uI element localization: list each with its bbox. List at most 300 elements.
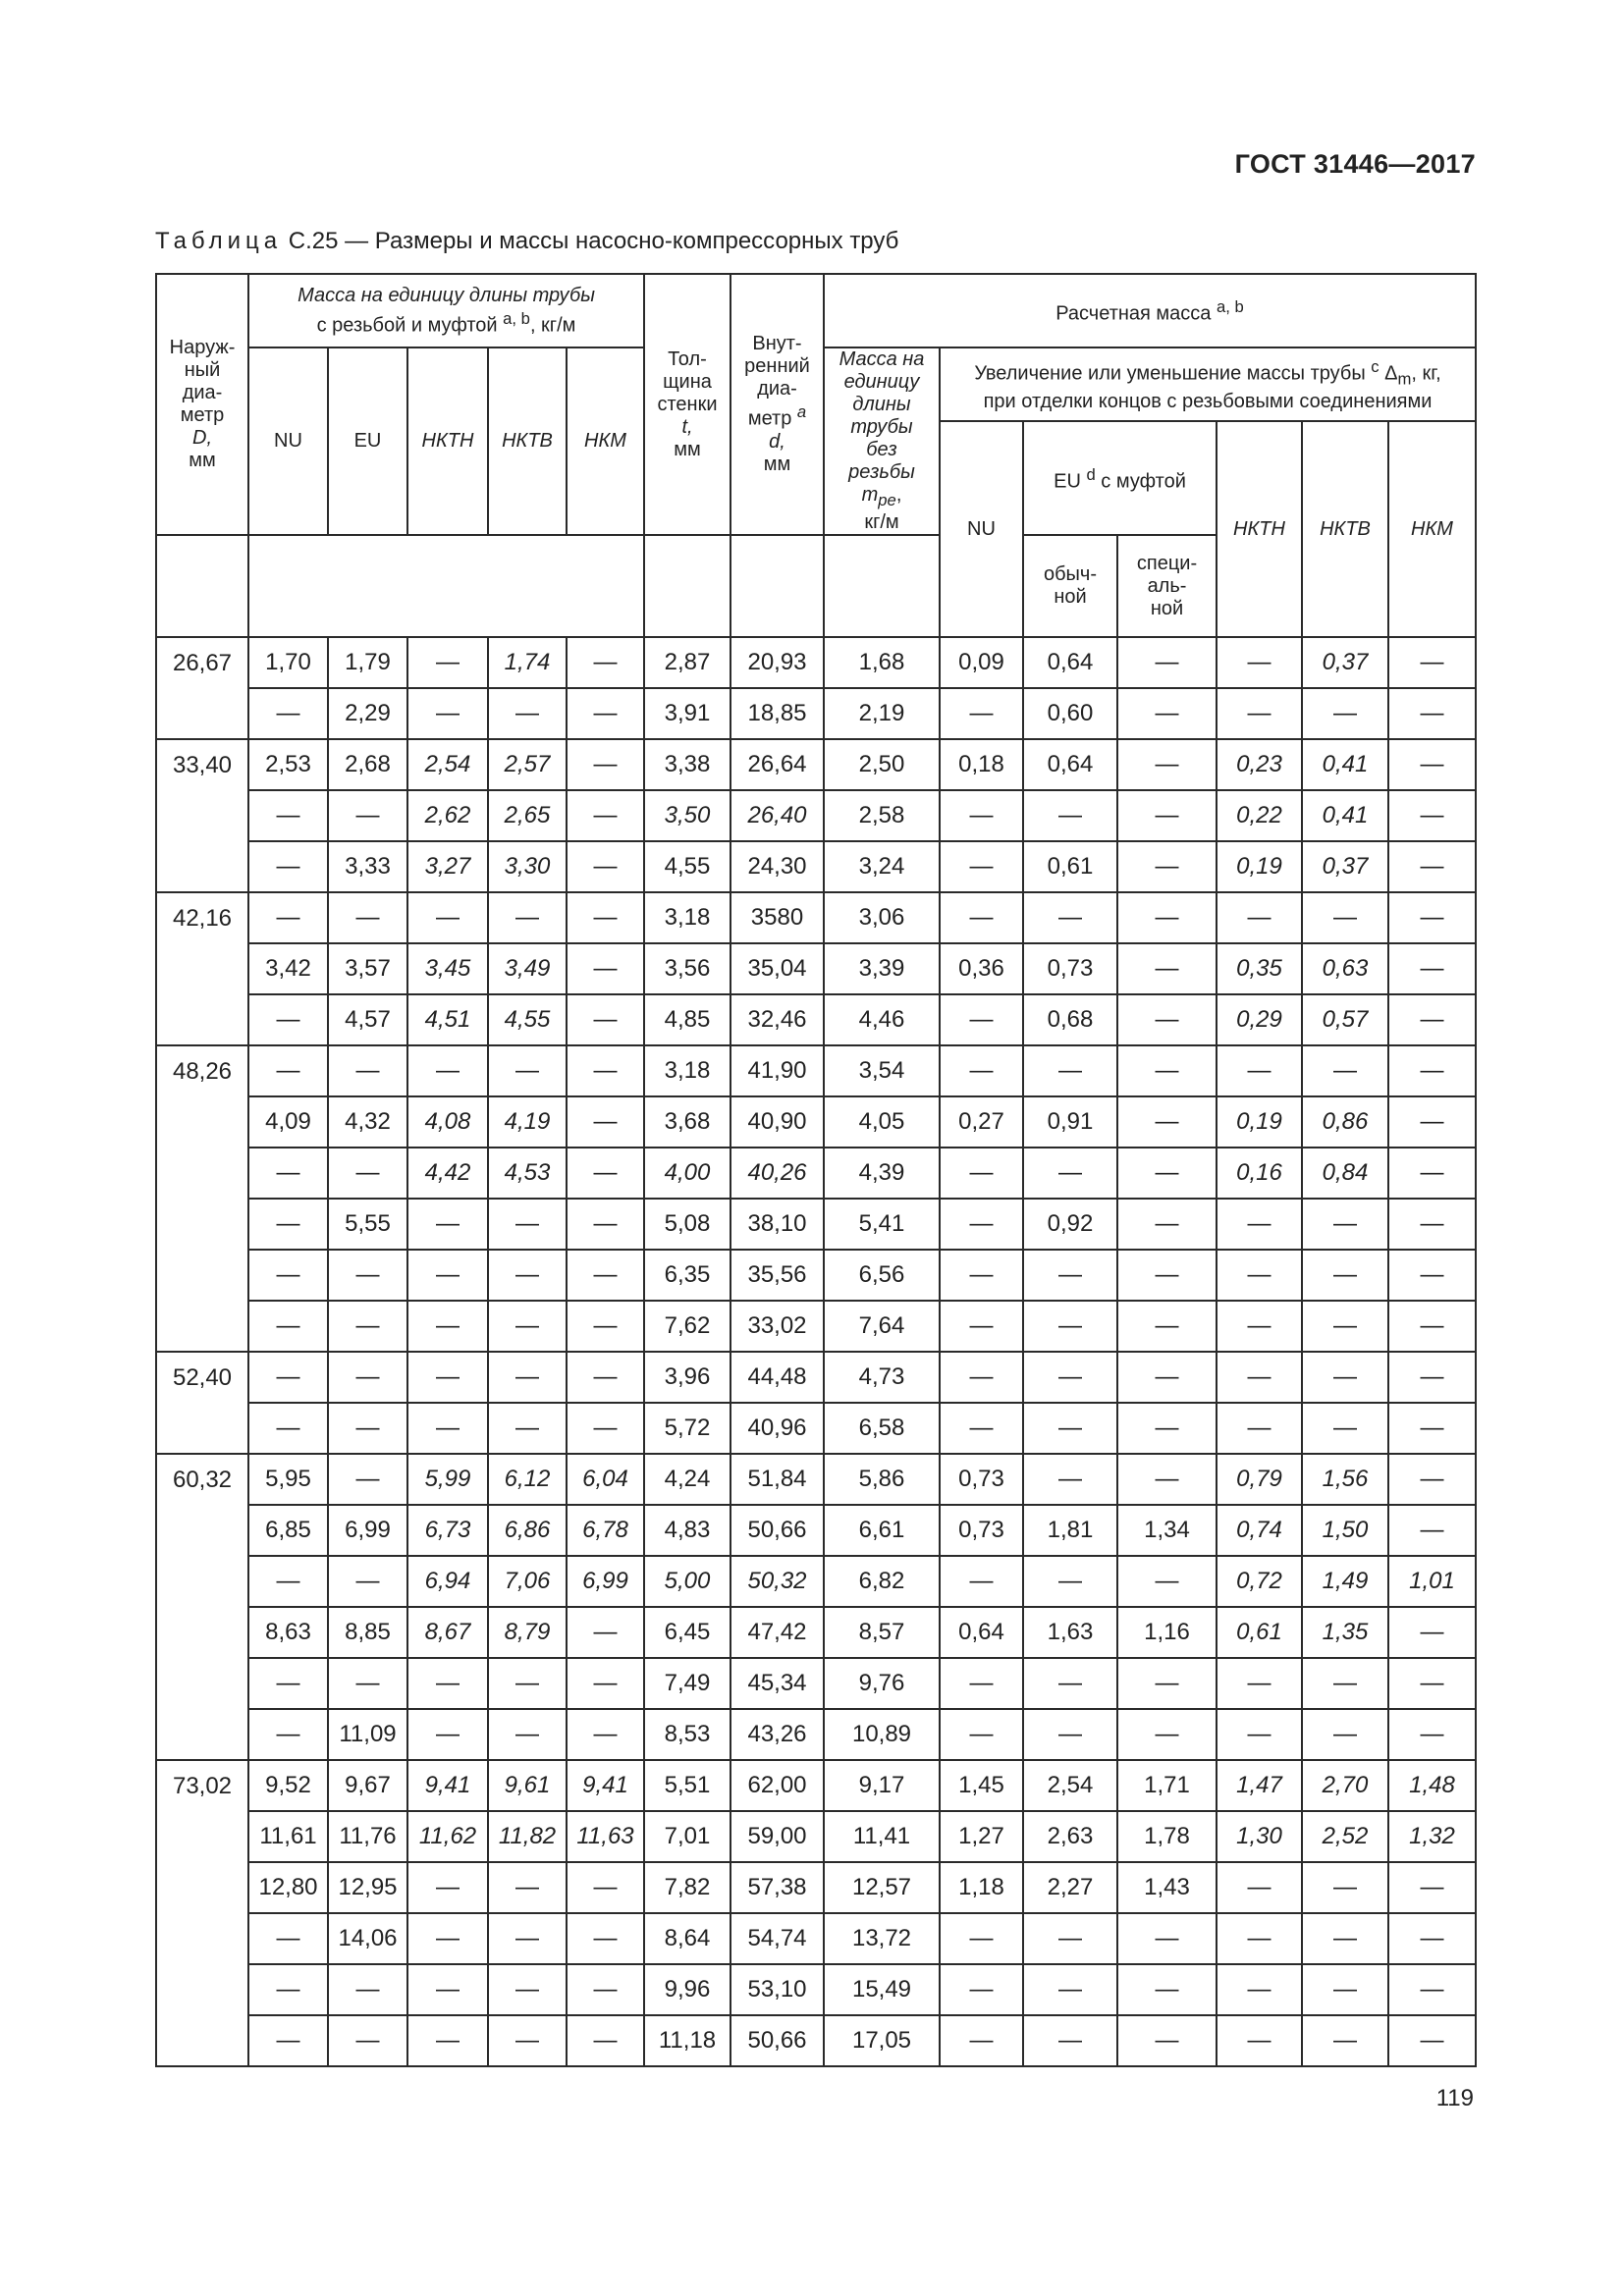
table-cell: —: [488, 1045, 567, 1096]
col-nktv: НКТВ: [488, 347, 567, 535]
table-cell: 11,63: [567, 1811, 644, 1862]
table-cell: 0,09: [940, 637, 1023, 688]
table-cell: 1,43: [1117, 1862, 1217, 1913]
table-cell: 9,61: [488, 1760, 567, 1811]
table-cell: —: [488, 1658, 567, 1709]
page-number: 119: [1435, 2085, 1474, 2111]
table-cell: —: [328, 892, 407, 943]
table-cell: —: [407, 1964, 488, 2015]
table-row: [156, 1658, 1476, 1709]
table-cell: 44,48: [730, 1352, 824, 1403]
table-row: [156, 2015, 1476, 2066]
table-cell: —: [248, 1658, 328, 1709]
table-cell: 6,61: [824, 1505, 940, 1556]
table-cell: —: [248, 1964, 328, 2015]
table-row: [156, 1862, 1476, 1913]
table-cell: —: [1117, 2015, 1217, 2066]
table-row: [156, 994, 1476, 1045]
table-cell: 0,19: [1217, 1096, 1302, 1148]
outer-diameter-cell: 42,16: [156, 892, 248, 1045]
table-cell: 2,54: [407, 739, 488, 790]
table-cell: 9,76: [824, 1658, 940, 1709]
table-cell: —: [1117, 1403, 1217, 1454]
table-cell: 51,84: [730, 1454, 824, 1505]
table-cell: —: [248, 1403, 328, 1454]
table-cell: 4,24: [644, 1454, 730, 1505]
table-cell: —: [1388, 994, 1476, 1045]
table-cell: 0,57: [1302, 994, 1388, 1045]
table-cell: —: [1117, 1352, 1217, 1403]
table-row: [156, 688, 1476, 739]
table-cell: —: [488, 1352, 567, 1403]
table-cell: —: [567, 739, 644, 790]
table-cell: —: [407, 1403, 488, 1454]
table-cell: 2,70: [1302, 1760, 1388, 1811]
table-cell: 6,86: [488, 1505, 567, 1556]
table-cell: 0,19: [1217, 841, 1302, 892]
table-cell: —: [1217, 2015, 1302, 2066]
table-cell: —: [567, 1709, 644, 1760]
table-cell: —: [1117, 739, 1217, 790]
table-cell: 11,09: [328, 1709, 407, 1760]
table-cell: 7,64: [824, 1301, 940, 1352]
table-cell: —: [328, 1658, 407, 1709]
table-cell: 0,92: [1023, 1199, 1117, 1250]
table-cell: 3,27: [407, 841, 488, 892]
table-cell: 43,26: [730, 1709, 824, 1760]
table-cell: —: [1388, 1250, 1476, 1301]
outer-diameter-cell: 60,32: [156, 1454, 248, 1760]
table-cell: 0,23: [1217, 739, 1302, 790]
table-cell: —: [328, 1301, 407, 1352]
table-cell: —: [1117, 1709, 1217, 1760]
table-cell: 6,94: [407, 1556, 488, 1607]
table-cell: 1,18: [940, 1862, 1023, 1913]
table-cell: —: [1388, 2015, 1476, 2066]
table-cell: —: [1302, 1301, 1388, 1352]
table-cell: —: [1117, 1964, 1217, 2015]
table-cell: 11,18: [644, 2015, 730, 2066]
table-cell: —: [1388, 1964, 1476, 2015]
table-row: [156, 943, 1476, 994]
table-cell: —: [407, 1250, 488, 1301]
table-cell: —: [940, 994, 1023, 1045]
table-cell: —: [407, 1862, 488, 1913]
table-row: [156, 841, 1476, 892]
table-cell: 1,34: [1117, 1505, 1217, 1556]
table-cell: —: [407, 892, 488, 943]
col-delta-nktv: НКТВ: [1302, 421, 1388, 637]
table-cell: —: [248, 994, 328, 1045]
table-cell: 26,40: [730, 790, 824, 841]
table-cell: 3,57: [328, 943, 407, 994]
table-cell: 0,27: [940, 1096, 1023, 1148]
table-cell: —: [1217, 1964, 1302, 2015]
table-cell: —: [488, 1862, 567, 1913]
table-cell: 6,99: [328, 1505, 407, 1556]
table-cell: 4,39: [824, 1148, 940, 1199]
table-row: [156, 1811, 1476, 1862]
table-header: [156, 274, 1476, 637]
table-cell: 4,73: [824, 1352, 940, 1403]
table-cell: 50,66: [730, 1505, 824, 1556]
table-row: [156, 1709, 1476, 1760]
table-row: [156, 790, 1476, 841]
table-cell: 7,49: [644, 1658, 730, 1709]
table-row: [156, 1454, 1476, 1505]
col-eu-regular: обыч- ной: [1023, 535, 1117, 637]
table-cell: —: [1217, 1250, 1302, 1301]
table-cell: —: [1388, 1045, 1476, 1096]
table-cell: —: [1302, 1913, 1388, 1964]
table-cell: —: [567, 1352, 644, 1403]
table-cell: 1,50: [1302, 1505, 1388, 1556]
table-cell: 4,53: [488, 1148, 567, 1199]
table-cell: —: [1388, 1352, 1476, 1403]
table-cell: 1,81: [1023, 1505, 1117, 1556]
table-cell: —: [1117, 1250, 1217, 1301]
table-cell: —: [328, 1148, 407, 1199]
table-cell: —: [248, 1352, 328, 1403]
col-inner-diameter: Внут- ренний диа- метр $^a$ d, мм: [730, 274, 824, 535]
table-cell: —: [1388, 1148, 1476, 1199]
table-cell: —: [328, 1250, 407, 1301]
table-cell: —: [940, 688, 1023, 739]
table-cell: —: [567, 1301, 644, 1352]
table-cell: 0,35: [1217, 943, 1302, 994]
table-cell: —: [1302, 1709, 1388, 1760]
table-cell: 50,66: [730, 2015, 824, 2066]
table-row: [156, 1096, 1476, 1148]
table-cell: 0,36: [940, 943, 1023, 994]
table-cell: 1,63: [1023, 1607, 1117, 1658]
table-cell: 0,37: [1302, 637, 1388, 688]
table-cell: 4,08: [407, 1096, 488, 1148]
table-cell: —: [1302, 1403, 1388, 1454]
table-cell: —: [1388, 790, 1476, 841]
table-cell: 45,34: [730, 1658, 824, 1709]
calc-mass-header: Расчетная масса $^{a, b}$: [824, 274, 1476, 347]
table-cell: 4,57: [328, 994, 407, 1045]
table-cell: —: [940, 841, 1023, 892]
table-cell: 3,38: [644, 739, 730, 790]
table-cell: 3,18: [644, 1045, 730, 1096]
table-row: [156, 1148, 1476, 1199]
table-cell: 3,42: [248, 943, 328, 994]
outer-diameter-header: Наруж- ный диа- метр D, мм: [169, 337, 236, 471]
table-cell: 20,93: [730, 637, 824, 688]
table-cell: 32,46: [730, 994, 824, 1045]
table-cell: —: [1388, 1454, 1476, 1505]
table-cell: —: [940, 1148, 1023, 1199]
table-cell: 0,16: [1217, 1148, 1302, 1199]
outer-diameter-cell: 52,40: [156, 1352, 248, 1454]
table-cell: —: [567, 1199, 644, 1250]
table-cell: 8,63: [248, 1607, 328, 1658]
table-cell: —: [1117, 1045, 1217, 1096]
table-cell: 0,41: [1302, 790, 1388, 841]
table-cell: —: [567, 1607, 644, 1658]
table-cell: —: [248, 1556, 328, 1607]
table-cell: —: [488, 2015, 567, 2066]
table-row: [156, 1301, 1476, 1352]
outer-diameter-cell: 33,40: [156, 739, 248, 892]
table-cell: 1,49: [1302, 1556, 1388, 1607]
outer-diameter-cell: 26,67: [156, 637, 248, 739]
table-cell: —: [940, 1964, 1023, 2015]
col-nu: NU: [248, 347, 328, 535]
table-cell: 3,50: [644, 790, 730, 841]
table-cell: 6,73: [407, 1505, 488, 1556]
col-nkm: НКМ: [567, 347, 644, 535]
table-cell: —: [940, 1199, 1023, 1250]
table-cell: —: [1388, 943, 1476, 994]
table-cell: 7,62: [644, 1301, 730, 1352]
table-cell: —: [1217, 1199, 1302, 1250]
table-cell: —: [1117, 1658, 1217, 1709]
table-cell: 5,41: [824, 1199, 940, 1250]
table-cell: 0,68: [1023, 994, 1117, 1045]
table-cell: 3,56: [644, 943, 730, 994]
table-cell: —: [1302, 1250, 1388, 1301]
table-cell: —: [1023, 1250, 1117, 1301]
table-cell: 0,64: [1023, 739, 1117, 790]
table-cell: 9,41: [407, 1760, 488, 1811]
table-cell: —: [940, 1301, 1023, 1352]
table-cell: —: [488, 1403, 567, 1454]
table-cell: —: [1302, 1862, 1388, 1913]
table-row: [156, 637, 1476, 688]
table-cell: 11,62: [407, 1811, 488, 1862]
table-cell: —: [248, 1301, 328, 1352]
table-cell: —: [1117, 637, 1217, 688]
table-cell: —: [1388, 841, 1476, 892]
table-cell: 7,06: [488, 1556, 567, 1607]
table-cell: 1,01: [1388, 1556, 1476, 1607]
table-cell: 1,68: [824, 637, 940, 688]
table-cell: —: [488, 1301, 567, 1352]
table-cell: —: [1302, 688, 1388, 739]
table-cell: 0,18: [940, 739, 1023, 790]
table-cell: 3,18: [644, 892, 730, 943]
table-cell: 8,64: [644, 1913, 730, 1964]
table-cell: —: [1302, 2015, 1388, 2066]
table-cell: 38,10: [730, 1199, 824, 1250]
table-cell: 62,00: [730, 1760, 824, 1811]
table-cell: 2,58: [824, 790, 940, 841]
table-cell: —: [1217, 1045, 1302, 1096]
table-cell: 17,05: [824, 2015, 940, 2066]
table-cell: 0,72: [1217, 1556, 1302, 1607]
table-cell: —: [1302, 1964, 1388, 2015]
table-cell: —: [567, 1964, 644, 2015]
table-cell: —: [567, 1096, 644, 1148]
table-cell: 0,61: [1217, 1607, 1302, 1658]
table-cell: —: [1023, 1045, 1117, 1096]
table-cell: 9,67: [328, 1760, 407, 1811]
table-cell: —: [248, 1148, 328, 1199]
table-cell: —: [1388, 1862, 1476, 1913]
table-cell: 3580: [730, 892, 824, 943]
table-cell: 1,32: [1388, 1811, 1476, 1862]
table-cell: 0,64: [940, 1607, 1023, 1658]
table-cell: 1,16: [1117, 1607, 1217, 1658]
table-row: [156, 1607, 1476, 1658]
col-delta-nkm: НКМ: [1388, 421, 1476, 637]
table-cell: —: [1023, 892, 1117, 943]
table-cell: —: [488, 1709, 567, 1760]
table-cell: —: [1023, 1913, 1117, 1964]
table-cell: —: [1388, 1709, 1476, 1760]
table-cell: —: [1023, 2015, 1117, 2066]
table-cell: —: [940, 1403, 1023, 1454]
table-cell: —: [940, 1913, 1023, 1964]
table-cell: 5,08: [644, 1199, 730, 1250]
table-row: [156, 739, 1476, 790]
table-cell: 0,73: [940, 1505, 1023, 1556]
table-cell: —: [1388, 1658, 1476, 1709]
table-cell: —: [328, 1045, 407, 1096]
table-cell: 6,85: [248, 1505, 328, 1556]
table-cell: —: [1023, 1556, 1117, 1607]
table-cell: 53,10: [730, 1964, 824, 2015]
table-cell: 18,85: [730, 688, 824, 739]
table-cell: 3,24: [824, 841, 940, 892]
table-cell: —: [1023, 1403, 1117, 1454]
table-cell: —: [248, 790, 328, 841]
table-cell: —: [940, 2015, 1023, 2066]
table-cell: 8,79: [488, 1607, 567, 1658]
table-cell: 2,54: [1023, 1760, 1117, 1811]
table-cell: 6,78: [567, 1505, 644, 1556]
table-cell: —: [1388, 892, 1476, 943]
table-cell: —: [1023, 1454, 1117, 1505]
table-cell: —: [248, 688, 328, 739]
table-cell: —: [1117, 892, 1217, 943]
table-cell: —: [248, 1913, 328, 1964]
table-cell: —: [328, 1403, 407, 1454]
table-cell: 4,55: [644, 841, 730, 892]
table-cell: 2,52: [1302, 1811, 1388, 1862]
table-cell: —: [407, 1352, 488, 1403]
table-cell: 9,96: [644, 1964, 730, 2015]
table-cell: 1,71: [1117, 1760, 1217, 1811]
table-cell: 3,68: [644, 1096, 730, 1148]
delta-mass-header: Увеличение или уменьшение массы трубы $^c$ $\Delta_m$, кг, при отделки концов с резьбовыми соединениями: [940, 347, 1476, 421]
table-cell: —: [940, 892, 1023, 943]
table-cell: —: [1217, 1352, 1302, 1403]
table-cell: —: [1388, 637, 1476, 688]
table-cell: 57,38: [730, 1862, 824, 1913]
table-cell: 4,42: [407, 1148, 488, 1199]
table-cell: —: [1217, 637, 1302, 688]
table-cell: 1,74: [488, 637, 567, 688]
table-cell: —: [1117, 688, 1217, 739]
table-cell: 6,35: [644, 1250, 730, 1301]
standard-number: ГОСТ 31446—2017: [1234, 149, 1476, 179]
table-cell: —: [567, 790, 644, 841]
table-cell: 54,74: [730, 1913, 824, 1964]
table-cell: 6,45: [644, 1607, 730, 1658]
table-row: [156, 892, 1476, 943]
table-cell: 1,56: [1302, 1454, 1388, 1505]
table-cell: —: [1302, 1045, 1388, 1096]
table-cell: 1,35: [1302, 1607, 1388, 1658]
table-cell: 1,45: [940, 1760, 1023, 1811]
table-cell: —: [567, 1148, 644, 1199]
table-cell: —: [567, 943, 644, 994]
table-cell: —: [407, 1045, 488, 1096]
table-cell: —: [940, 1250, 1023, 1301]
table-cell: 3,39: [824, 943, 940, 994]
table-cell: —: [1117, 841, 1217, 892]
table-cell: —: [940, 790, 1023, 841]
table-cell: 4,85: [644, 994, 730, 1045]
table-cell: —: [567, 1658, 644, 1709]
table-cell: —: [1117, 1913, 1217, 1964]
table-cell: 0,61: [1023, 841, 1117, 892]
table-cell: 2,68: [328, 739, 407, 790]
table-cell: —: [1023, 1352, 1117, 1403]
table-cell: —: [567, 688, 644, 739]
col-delta-nktn: НКТН: [1217, 421, 1302, 637]
col-outer-diameter: [156, 274, 248, 535]
table-cell: 1,48: [1388, 1760, 1476, 1811]
table-cell: —: [940, 1352, 1023, 1403]
table-row: [156, 1403, 1476, 1454]
table-cell: 40,26: [730, 1148, 824, 1199]
table-cell: —: [328, 790, 407, 841]
table-cell: 11,82: [488, 1811, 567, 1862]
table-cell: —: [407, 1709, 488, 1760]
table-cell: 7,82: [644, 1862, 730, 1913]
table-cell: —: [1217, 1301, 1302, 1352]
table-cell: 2,19: [824, 688, 940, 739]
table-cell: —: [1217, 1862, 1302, 1913]
table-cell: —: [1302, 1352, 1388, 1403]
table-cell: —: [248, 1709, 328, 1760]
caption-title: С.25 — Размеры и массы насосно-компрессорных труб: [282, 228, 899, 254]
col-nktn: НКТН: [407, 347, 488, 535]
table-cell: 7,01: [644, 1811, 730, 1862]
table-cell: 5,95: [248, 1454, 328, 1505]
table-cell: 4,00: [644, 1148, 730, 1199]
table-cell: 3,54: [824, 1045, 940, 1096]
table-cell: 0,73: [1023, 943, 1117, 994]
table-cell: —: [1302, 1658, 1388, 1709]
table-cell: —: [1217, 1709, 1302, 1760]
table-cell: —: [248, 1250, 328, 1301]
table-cell: 0,91: [1023, 1096, 1117, 1148]
table-cell: —: [488, 1913, 567, 1964]
table-cell: —: [488, 1250, 567, 1301]
col-wall-thickness: Тол- щина стенки t, мм: [644, 274, 730, 535]
table-cell: —: [940, 1709, 1023, 1760]
table-cell: —: [567, 2015, 644, 2066]
table-cell: —: [1217, 892, 1302, 943]
table-cell: —: [1023, 1709, 1117, 1760]
table-cell: 50,32: [730, 1556, 824, 1607]
outer-diameter-cell: 48,26: [156, 1045, 248, 1352]
table-cell: 1,27: [940, 1811, 1023, 1862]
table-cell: —: [1023, 1148, 1117, 1199]
table-cell: 2,62: [407, 790, 488, 841]
table-cell: —: [1388, 1913, 1476, 1964]
table-cell: —: [1217, 1658, 1302, 1709]
table-cell: 5,55: [328, 1199, 407, 1250]
table-cell: 1,79: [328, 637, 407, 688]
table-cell: 4,46: [824, 994, 940, 1045]
